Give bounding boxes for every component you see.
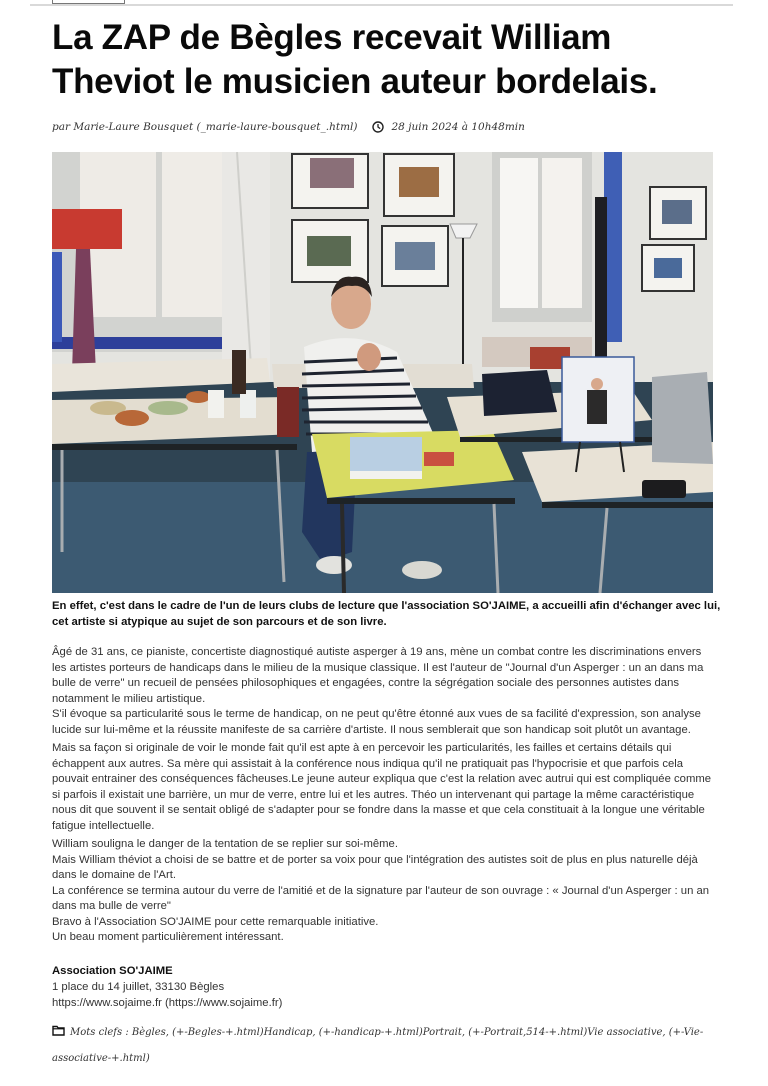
top-divider	[30, 4, 733, 6]
association-block	[52, 963, 282, 1011]
publish-date: 28 juin 2024 à 10h48min	[391, 121, 525, 133]
paragraph: Mais sa façon si originale de voir le monde fait qu'il est apte à en percevoir les particularités, les failles et certains détails qui échappent aux autres. Sa mère qui assistait à la conférence nous indiqua qu'il ne pratiquait pas l'hypocrisie et que parfois cela pouvait entrainer des conséquences fâcheuses.Le jeune auteur expliqua que c'est la relation avec autrui qui est compliquée comme si parfois il existait une barrière, un mur de verre, entre lui et les autres. Théo un intervenant qui partage la même caractéristique nous dit que souvent il se sentait obligé de s'adapter pour se fondre dans la masse et que cela constituait à la longue une véritable fatigue intellectuelle.	[52, 742, 712, 832]
keywords	[52, 1020, 732, 1072]
association-website-link[interactable]: https://www.sojaime.fr (https://www.sojaime.fr)	[52, 997, 283, 1009]
association-address: 1 place du 14 juillet, 33130 Bègles	[52, 981, 225, 993]
association-name: Association SO'JAIME	[52, 965, 173, 977]
paragraph: La conférence se termina autour du verre de l'amitié et de la signature par l'auteur de son ouvrage : « Journal d'un Asperger : un an dans ma bulle de verre"	[52, 884, 710, 912]
tag-link-begles[interactable]: Bègles, (+-Begles-+.html)	[131, 1027, 264, 1038]
paragraph: Un beau moment particulièrement intéressant.	[52, 931, 284, 943]
paragraph: William souligna le danger de la tentation de se replier sur soi-même.	[52, 838, 398, 850]
author-link[interactable]	[73, 121, 357, 133]
author-prefix: par	[52, 121, 71, 133]
folder-icon	[52, 1025, 65, 1036]
article-photo[interactable]	[52, 152, 713, 593]
tag-link-vie-associative[interactable]: Vie associative, (+-Vie-associative-+.html)	[52, 1027, 704, 1064]
article-title: La ZAP de Bègles recevait William Theviot le musicien auteur bordelais.	[52, 18, 658, 101]
top-tab-button[interactable]	[52, 0, 125, 4]
article-body	[52, 645, 717, 946]
photo-caption: En effet, c'est dans le cadre de l'un de leurs clubs de lecture que l'association SO'JAIME, a accueilli afin d'échanger avec lui, cet artiste si atypique au sujet de son parcours et de son livre.	[52, 600, 721, 628]
keywords-label: Mots clefs :	[70, 1027, 129, 1038]
paragraph: Bravo à l'Association SO'JAIME pour cette remarquable initiative.	[52, 915, 379, 928]
paragraph: S'il évoque sa particularité sous le terme de handicap, on ne peut qu'être étonné aux vues de sa facilité d'expression, son analyse lucide sur lui-même et la réussite manifeste de sa carrière d'artiste. Il nous semblerait que son handicap soit plutôt un avantage.	[52, 708, 701, 736]
tag-link-handicap[interactable]: Handicap, (+-handicap-+.html)	[263, 1027, 423, 1038]
article-meta	[52, 119, 525, 135]
paragraph: Âgé de 31 ans, ce pianiste, concertiste diagnostiqué autiste asperger à 19 ans, mène un combat contre les discriminations envers les artistes porteurs de handicaps dans le milieu de la musique classique. Il est l'auteur de "Journal d'un Asperger : un an dans ma bulle de verre" un recueil de pensées philosophiques et engagées, contre la ségrégation sociale des personnes autistes dans notamment le milieu artistique.	[52, 646, 704, 705]
clock-icon	[372, 121, 384, 133]
tag-link-portrait[interactable]: Portrait, (+-Portrait,514-+.html)	[422, 1027, 588, 1038]
author-url: (_marie-laure-bousquet_.html)	[196, 121, 358, 133]
author-name: Marie-Laure Bousquet	[73, 121, 194, 133]
paragraph: Mais William théviot a choisi de se battre et de porter sa voix pour que l'intégration des autistes soit de plus en plus naturelle déjà dans le domaine de l'Art.	[52, 853, 698, 881]
